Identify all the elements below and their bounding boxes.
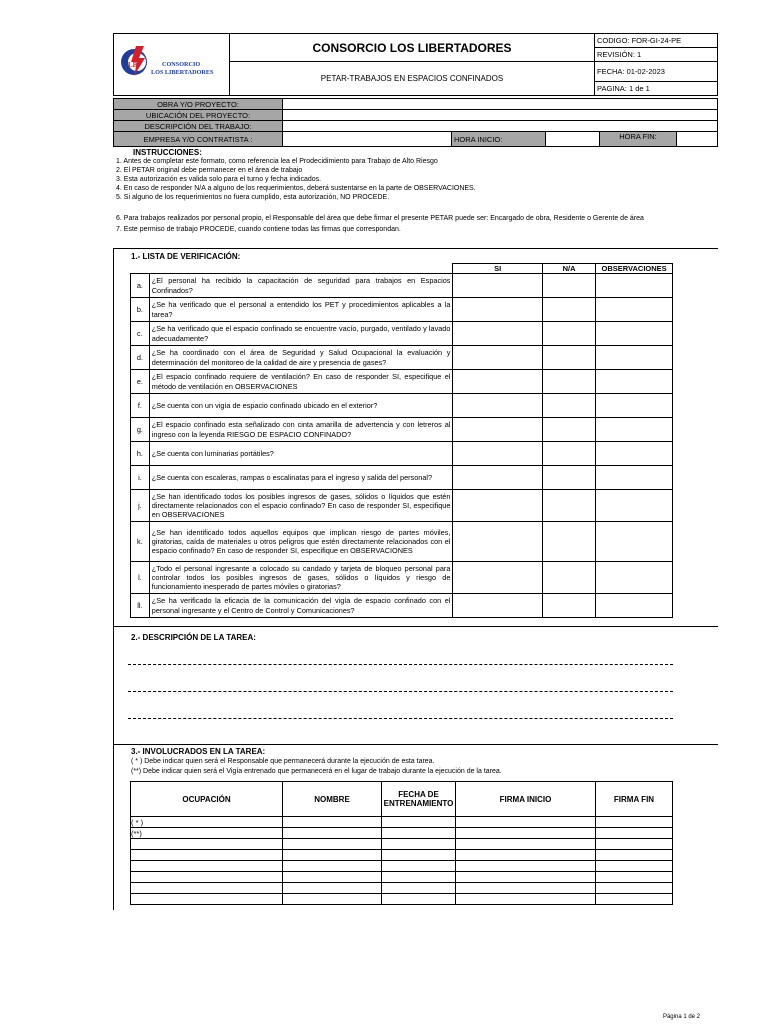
people-title: 3.- INVOLUCRADOS EN LA TAREA: [131, 747, 266, 756]
item-question: ¿Todo el personal ingresante a colocado su candado y tarjeta de bloqueo personal para controlar todos los posibles ingresos de gases, sólidos o líquidos y riesgo de funcionamiento inesperado de partes móviles o giratorias? [149, 562, 453, 594]
left-border-line [113, 248, 114, 910]
na-cell[interactable] [542, 442, 595, 466]
si-cell[interactable] [453, 274, 542, 298]
page-footer: Página 1 de 2 [662, 1014, 700, 1020]
doc-page: PAGINA: 1 de 1 [595, 82, 718, 96]
task-title: 2.- DESCRIPCIÓN DE LA TAREA: [131, 633, 256, 642]
hora-fin-label: HORA FIN: [600, 132, 677, 146]
ubicacion-label: UBICACIÓN DEL PROYECTO: [114, 110, 283, 121]
col-si-header: SI [453, 264, 542, 274]
obs-cell[interactable] [596, 490, 673, 522]
obs-cell[interactable] [596, 418, 673, 442]
item-question: ¿Se ha coordinado con el área de Seguridad y Salud Ocupacional la evaluación y determinación del monitoreo de la calidad de aire y presencia de gases? [149, 346, 453, 370]
logo-line2: LOS LIBERTADORES [151, 69, 214, 76]
doc-date: FECHA: 01-02-2023 [595, 62, 718, 82]
item-question: ¿El personal ha recibido la capacitación de seguridad para trabajos en Espacios Confinados? [149, 274, 453, 298]
na-cell[interactable] [542, 490, 595, 522]
item-question: ¿El espacio confinado esta señalizado con cinta amarilla de advertencia y con letreros al ingreso con la leyenda RIESGO DE ESPACIO CONFINADO? [149, 418, 453, 442]
instruction-4: 4. En caso de responder N/A a alguno de los requerimientos, deberá sustentarse en la parte de OBSERVACIONES. [116, 185, 476, 192]
na-cell[interactable] [542, 418, 595, 442]
na-cell[interactable] [542, 562, 595, 594]
obs-cell[interactable] [596, 322, 673, 346]
project-info-table [113, 98, 718, 147]
item-question: ¿Se cuenta con luminarias portátiles? [149, 442, 453, 466]
row-mark[interactable] [131, 850, 283, 861]
si-cell[interactable] [453, 298, 542, 322]
si-cell[interactable] [453, 322, 542, 346]
item-letter: i. [131, 466, 150, 490]
people-note-2: (**) Debe indicar quien será el Vigía entrenado que permanecerá en el lugar de trabajo durante la ejecución de la tarea. [131, 768, 502, 775]
item-question: ¿Se cuenta con un vigía de espacio confinado ubicado en el exterior? [149, 394, 453, 418]
item-letter: j. [131, 490, 150, 522]
obs-cell[interactable] [596, 594, 673, 618]
row-mark[interactable]: ( * ) [131, 817, 283, 828]
obs-cell[interactable] [596, 522, 673, 562]
col-na-header: N/A [542, 264, 595, 274]
si-cell[interactable] [453, 370, 542, 394]
descripcion-field[interactable] [283, 121, 718, 132]
section3-top-line [113, 744, 718, 745]
instruction-3: 3. Esta autorización es valida solo para el turno y fecha indicados. [116, 176, 322, 183]
obra-field[interactable] [283, 99, 718, 110]
na-cell[interactable] [542, 466, 595, 490]
row-mark[interactable] [131, 883, 283, 894]
item-letter: c. [131, 322, 150, 346]
task-line-1[interactable] [128, 664, 673, 665]
si-cell[interactable] [453, 522, 542, 562]
col-obs-header: OBSERVACIONES [596, 264, 673, 274]
row-mark[interactable]: (**) [131, 828, 283, 839]
item-question: ¿Se ha verificado la eficacia de la comunicación del vigía de espacio confinado con el personal ingresante y el Centro de Control y Comunicaciones? [149, 594, 453, 618]
checklist-title: 1.- LISTA DE VERIFICACIÓN: [131, 252, 241, 261]
item-letter: a. [131, 274, 150, 298]
descripcion-label: DESCRIPCIÓN DEL TRABAJO: [114, 121, 283, 132]
obs-cell[interactable] [596, 274, 673, 298]
na-cell[interactable] [542, 522, 595, 562]
col-nombre-header: NOMBRE [283, 782, 382, 817]
na-cell[interactable] [542, 346, 595, 370]
obs-cell[interactable] [596, 346, 673, 370]
na-cell[interactable] [542, 394, 595, 418]
section1-top-line [113, 248, 718, 249]
si-cell[interactable] [453, 490, 542, 522]
instruction-7: 7. Este permiso de trabajo PROCEDE, cuando contiene todas las firmas que correspondan. [116, 226, 401, 233]
item-question: ¿El espacio confinado requiere de ventilación? En caso de responder SI, especifique el método de ventilación en OBSERVACIONES [149, 370, 453, 394]
row-mark[interactable] [131, 872, 283, 883]
instruction-1: 1. Antes de completar este formato, como referencia lea el Prodecidimiento para Trabajo de Alto Riesgo [116, 158, 438, 165]
na-cell[interactable] [542, 322, 595, 346]
hora-fin-field[interactable] [677, 132, 717, 146]
empresa-field[interactable] [283, 132, 452, 147]
header-table [113, 33, 718, 96]
na-cell[interactable] [542, 370, 595, 394]
instructions-title: INSTRUCCIONES: [133, 148, 202, 157]
item-letter: e. [131, 370, 150, 394]
doc-revision: REVISIÓN: 1 [595, 48, 718, 62]
si-cell[interactable] [453, 346, 542, 370]
ubicacion-field[interactable] [283, 110, 718, 121]
item-letter: d. [131, 346, 150, 370]
na-cell[interactable] [542, 274, 595, 298]
section2-top-line [113, 626, 718, 627]
obs-cell[interactable] [596, 298, 673, 322]
obs-cell[interactable] [596, 394, 673, 418]
na-cell[interactable] [542, 298, 595, 322]
item-letter: f. [131, 394, 150, 418]
company-logo-icon [114, 34, 227, 90]
item-letter: g. [131, 418, 150, 442]
item-letter: ll. [131, 594, 150, 618]
instruction-5: 5. Si alguno de los requerimientos no fuera cumplido, esta autorización, NO PROCEDE. [116, 194, 390, 201]
instruction-6: 6. Para trabajos realizados por personal propio, el Responsable del área que debe firmar el presente PETAR puede ser: Encargado de obra, Residente o Gerente de área [116, 215, 644, 222]
si-cell[interactable] [453, 394, 542, 418]
col-firma-fin-header: FIRMA FIN [596, 782, 673, 817]
doc-code: CODIGO: FOR-GI-24-PE [595, 34, 718, 48]
item-question: ¿Se han identificado todos los posibles ingresos de gases, sólidos o líquidos que estén directamente relacionados con el espacio confinado? En caso de responder SI, especifique en OBSERVACIONES [149, 490, 453, 522]
item-letter: b. [131, 298, 150, 322]
company-title: CONSORCIO LOS LIBERTADORES [230, 34, 595, 62]
document-title: PETAR-TRABAJOS EN ESPACIOS CONFINADOS [230, 62, 595, 96]
obra-label: OBRA Y/O PROYECTO: [114, 99, 283, 110]
item-question: ¿Se han identificado todos aquellos equipos que implican riesgo de partes móviles, giratorias, caída de materiales u otros peligros que estén directamente relacionados con el espacio confinado? En caso de responder SI, especifique en OBSERVACIONES [149, 522, 453, 562]
empresa-label: EMPRESA Y/O CONTRATISTA : [114, 132, 283, 147]
col-fecha-header: FECHA DE ENTRENAMIENTO [382, 782, 456, 817]
row-mark[interactable] [131, 894, 283, 905]
row-mark[interactable] [131, 839, 283, 850]
obs-cell[interactable] [596, 466, 673, 490]
instruction-2: 2. El PETAR original debe permanecer en el área de trabajo [116, 167, 303, 174]
logo-line1: CONSORCIO [162, 61, 201, 68]
obs-cell[interactable] [596, 370, 673, 394]
col-ocupacion-header: OCUPACIÓN [131, 782, 283, 817]
item-letter: l. [131, 562, 150, 594]
col-firma-inicio-header: FIRMA INICIO [456, 782, 596, 817]
task-line-3[interactable] [128, 718, 673, 719]
na-cell[interactable] [542, 594, 595, 618]
obs-cell[interactable] [596, 562, 673, 594]
hora-fin-group [600, 132, 718, 147]
item-letter: k. [131, 522, 150, 562]
hora-inicio-field[interactable] [546, 132, 600, 147]
checklist-table [130, 263, 673, 618]
si-cell[interactable] [453, 466, 542, 490]
item-question: ¿Se ha verificado que el espacio confinado se encuentre vacío, purgado, ventilado y lavado adecuadamente? [149, 322, 453, 346]
si-cell[interactable] [453, 442, 542, 466]
item-letter: h. [131, 442, 150, 466]
task-line-2[interactable] [128, 691, 673, 692]
si-cell[interactable] [453, 562, 542, 594]
people-table [130, 781, 673, 905]
row-mark[interactable] [131, 861, 283, 872]
obs-cell[interactable] [596, 442, 673, 466]
people-note-1: ( * ) Debe indicar quien será el Responsable que permanecerá durante la ejecución de esta tarea. [131, 758, 435, 765]
si-cell[interactable] [453, 418, 542, 442]
hora-inicio-label: HORA INICIO: [452, 132, 546, 147]
item-question: ¿Se cuenta con escaleras, rampas o escalinatas para el ingreso y salida del personal? [149, 466, 453, 490]
logo-initials: LB [128, 61, 138, 69]
si-cell[interactable] [453, 594, 542, 618]
item-question: ¿Se ha verificado que el personal a entendido los PET y procedimientos aplicables a la tarea? [149, 298, 453, 322]
logo [114, 34, 230, 96]
